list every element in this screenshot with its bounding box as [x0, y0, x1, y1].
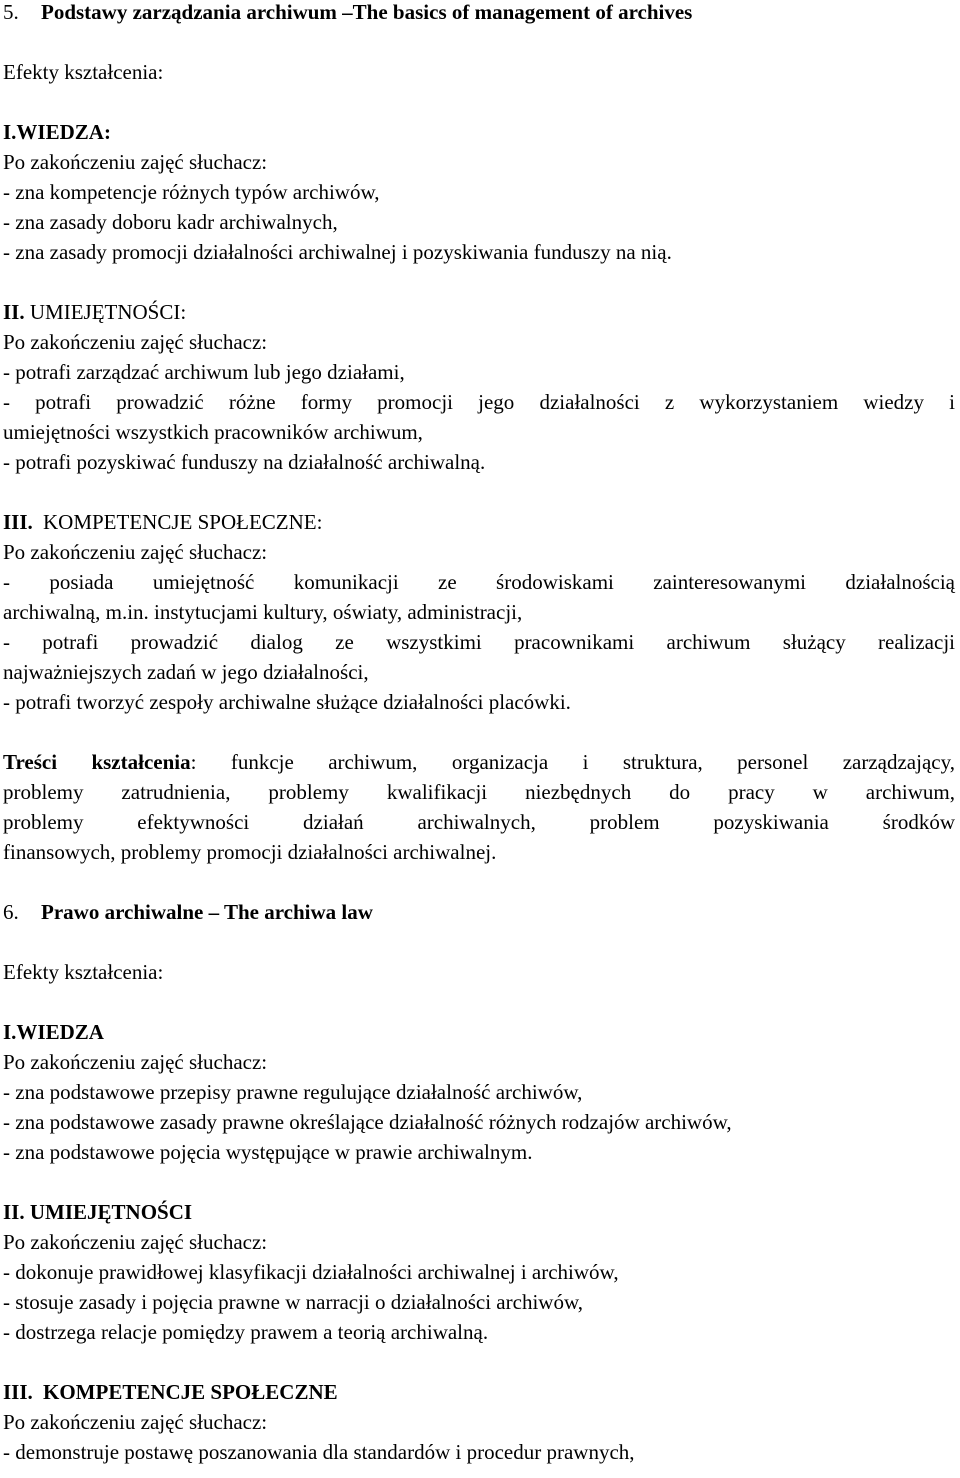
s5-tresci-label: Treści kształcenia [3, 750, 191, 774]
s5-umiejetnosci-item-2-line-1: - potrafi prowadzić różne formy promocji jego działalności z wykorzystaniem wiedzy i [3, 390, 955, 414]
s6-kompetencje-intro: Po zakończeniu zajęć słuchacz: [3, 1410, 268, 1434]
s5-wiedza-item-3: - zna zasady promocji działalności archiwalnej i pozyskiwania funduszy na nią. [3, 240, 672, 264]
s5-kompetencje-item-1-line-1: - posiada umiejętność komunikacji ze środowiskami zainteresowanymi działalnością [3, 570, 955, 594]
s6-kompetencje-num: III. [3, 1380, 33, 1404]
s6-umiejetnosci-item-3: - dostrzega relacje pomiędzy prawem a teorią archiwalną. [3, 1320, 489, 1344]
s6-umiejetnosci-item-2: - stosuje zasady i pojęcia prawne w narracji o działalności archiwów, [3, 1290, 583, 1314]
s5-wiedza-item-2: - zna zasady doboru kadr archiwalnych, [3, 210, 338, 234]
s5-tresci-line-2: problemy zatrudnienia, problemy kwalifikacji niezbędnych do pracy w archiwum, [3, 780, 955, 804]
section-6-efekty-label: Efekty kształcenia: [3, 960, 164, 984]
s5-wiedza-item-1: - zna kompetencje różnych typów archiwów, [3, 180, 380, 204]
section-5-efekty-label: Efekty kształcenia: [3, 60, 164, 84]
s5-umiejetnosci-intro: Po zakończeniu zajęć słuchacz: [3, 330, 268, 354]
s6-umiejetnosci-intro: Po zakończeniu zajęć słuchacz: [3, 1230, 268, 1254]
s5-umiejetnosci-text: UMIEJĘTNOŚCI: [29, 300, 187, 324]
section-5-title [3, 0, 955, 27]
s5-tresci-line-4: finansowych, problemy promocji działalności archiwalnej. [3, 840, 497, 864]
s5-wiedza-heading: I.WIEDZA: [3, 120, 111, 144]
s5-kompetencje-item-2-line-2: najważniejszych zadań w jego działalności, [3, 660, 369, 684]
s6-kompetencje-heading [3, 1377, 955, 1407]
s6-kompetencje-text: KOMPETENCJE SPOŁECZNE [43, 1380, 338, 1404]
s5-kompetencje-item-3: - potrafi tworzyć zespoły archiwalne służące działalności placówki. [3, 690, 571, 714]
s5-kompetencje-item-2-line-1: - potrafi prowadzić dialog ze wszystkimi pracownikami archiwum służący realizacji [3, 630, 955, 654]
s6-wiedza-item-1: - zna podstawowe przepisy prawne regulujące działalność archiwów, [3, 1080, 583, 1104]
s5-kompetencje-text: KOMPETENCJE SPOŁECZNE: [43, 510, 323, 534]
s5-umiejetnosci-heading [3, 297, 955, 327]
s6-wiedza-item-3: - zna podstawowe pojęcia występujące w prawie archiwalnym. [3, 1140, 533, 1164]
s5-umiejetnosci-num: II. [3, 300, 25, 324]
s5-kompetencje-heading [3, 507, 955, 537]
section-5-title-text: Podstawy zarządzania archiwum –The basics of management of archives [41, 0, 693, 24]
s5-umiejetnosci-item-3: - potrafi pozyskiwać funduszy na działalność archiwalną. [3, 450, 486, 474]
s6-wiedza-heading: I.WIEDZA [3, 1020, 104, 1044]
s6-kompetencje-item-1: - demonstruje postawę poszanowania dla standardów i procedur prawnych, [3, 1440, 635, 1464]
s6-wiedza-item-2: - zna podstawowe zasady prawne określające działalność różnych rodzajów archiwów, [3, 1110, 732, 1134]
s5-umiejetnosci-item-2-line-2: umiejętności wszystkich pracowników archiwum, [3, 420, 423, 444]
s5-kompetencje-item-1-line-2: archiwalną, m.in. instytucjami kultury, oświaty, administracji, [3, 600, 523, 624]
section-6-number: 6. [3, 900, 19, 924]
s5-tresci-line-1 [3, 747, 955, 777]
s5-kompetencje-num: III. [3, 510, 33, 534]
document-page [3, 0, 955, 1467]
s5-wiedza-intro: Po zakończeniu zajęć słuchacz: [3, 150, 268, 174]
section-6-title-text: Prawo archiwalne – The archiwa law [41, 900, 373, 924]
s6-wiedza-intro: Po zakończeniu zajęć słuchacz: [3, 1050, 268, 1074]
section-6-title [3, 897, 955, 927]
s5-umiejetnosci-item-1: - potrafi zarządzać archiwum lub jego działami, [3, 360, 405, 384]
s5-tresci-line-3: problemy efektywności działań archiwalnych, problem pozyskiwania środków [3, 810, 955, 834]
s6-umiejetnosci-item-1: - dokonuje prawidłowej klasyfikacji działalności archiwalnej i archiwów, [3, 1260, 619, 1284]
s6-umiejetnosci-heading: II. UMIEJĘTNOŚCI [3, 1200, 193, 1224]
section-5-number: 5. [3, 0, 19, 24]
s5-tresci-line-1-text: : funkcje archiwum, organizacja i struktura, personel zarządzający, [190, 750, 955, 774]
s5-kompetencje-intro: Po zakończeniu zajęć słuchacz: [3, 540, 268, 564]
